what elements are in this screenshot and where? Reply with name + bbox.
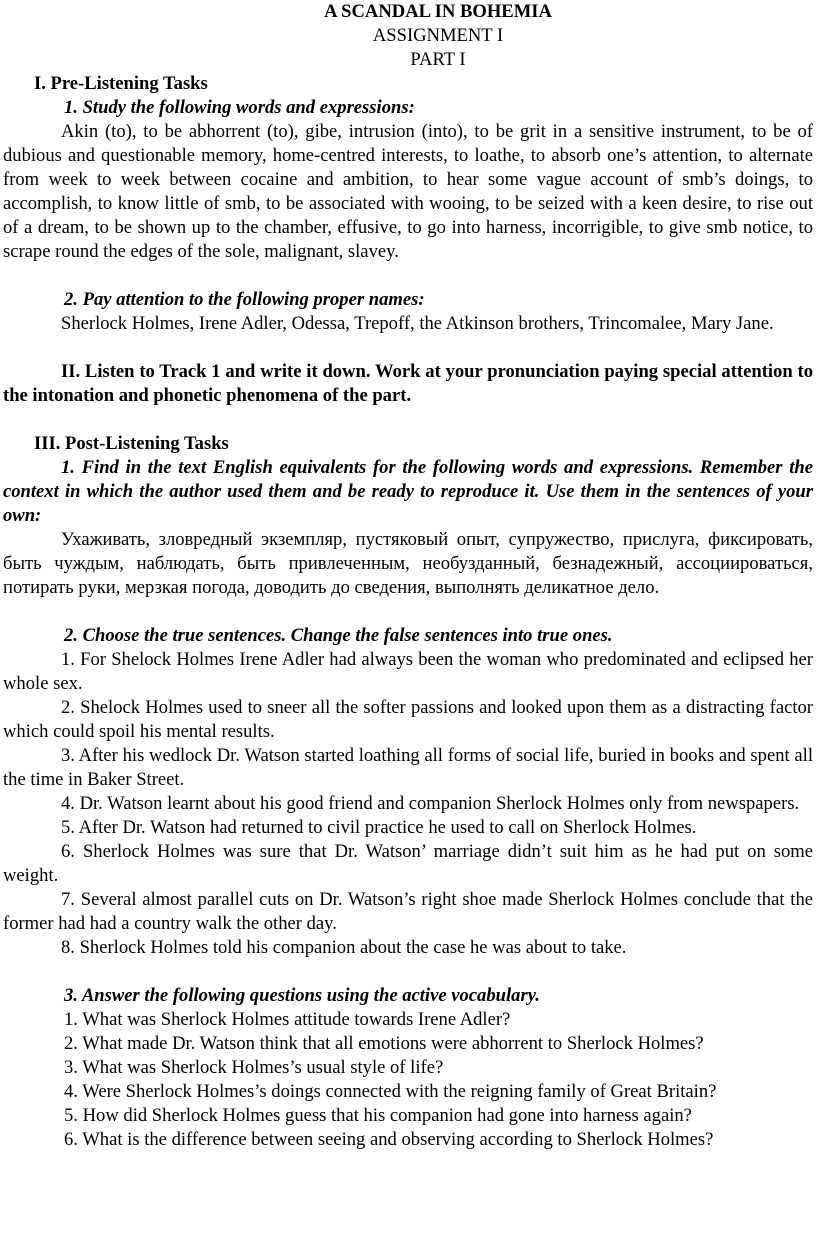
- pre-task1-title: 1. Study the following words and expressions:: [64, 97, 415, 118]
- listening-task: II. Listen to Track 1 and write it down. Work at your pronunciation paying special attention to the intonation and phonetic phenomena of the part.: [3, 361, 813, 406]
- spacer: [3, 264, 813, 288]
- list-item: 6. Sherlock Holmes was sure that Dr. Watson’ marriage didn’t suit him as he had put on some weight.: [3, 841, 813, 886]
- list-item: 7. Several almost parallel cuts on Dr. Watson’s right shoe made Sherlock Holmes conclude that the former had had a country walk the other day.: [3, 889, 813, 934]
- post-task2-title: 2. Choose the true sentences. Change the false sentences into true ones.: [64, 625, 613, 646]
- post-task1-title: 1. Find in the text English equivalents for the following words and expressions. Remember the context in which the author used them and be ready to reproduce it. Use them in the sentences of your own:: [3, 457, 813, 526]
- question-item: 2. What made Dr. Watson think that all emotions were abhorrent to Sherlock Holmes?: [64, 1033, 704, 1054]
- spacer: [3, 408, 813, 432]
- part-label: PART I: [410, 49, 466, 70]
- pre-task2-title: 2. Pay attention to the following proper names:: [64, 289, 425, 310]
- list-item: 2. Shelock Holmes used to sneer all the softer passions and looked upon them as a distracting factor which could spoil his mental results.: [3, 697, 813, 742]
- pre-task1-body: Akin (to), to be abhorrent (to), gibe, intrusion (into), to be grit in a sensitive instrument, to be of dubious and questionable memory, home-centred interests, to loathe, to absorb one’s attention, to alternate from week to week between cocaine and ambition, to hear some vague account of smb’s doings, to accomplish, to know little of smb, to be associated with wooing, to be seized with a keen desire, to rise out of a dream, to be shown up to the chamber, effusive, to go into harness, incorrigible, to give smb notice, to scrape round the edges of the sole, malignant, slavey.: [3, 121, 813, 262]
- list-item: 4. Dr. Watson learnt about his good friend and companion Sherlock Holmes only from newspapers.: [61, 793, 800, 814]
- assignment-label: ASSIGNMENT I: [372, 25, 504, 46]
- spacer: [3, 336, 813, 360]
- question-item: 1. What was Sherlock Holmes attitude towards Irene Adler?: [64, 1009, 511, 1030]
- pre-task2-body: Sherlock Holmes, Irene Adler, Odessa, Trepoff, the Atkinson brothers, Trincomalee, Mary Jane.: [61, 313, 774, 334]
- question-item: 3. What was Sherlock Holmes’s usual style of life?: [64, 1057, 444, 1078]
- post-listening-heading: III. Post-Listening Tasks: [34, 433, 229, 454]
- question-item: 5. How did Sherlock Holmes guess that his companion had gone into harness again?: [64, 1105, 692, 1126]
- pre-listening-heading: I. Pre-Listening Tasks: [34, 73, 208, 94]
- list-item: 3. After his wedlock Dr. Watson started loathing all forms of social life, buried in books and spent all the time in Baker Street.: [3, 745, 813, 790]
- question-item: 4. Were Sherlock Holmes’s doings connected with the reigning family of Great Britain?: [64, 1081, 717, 1102]
- list-item: 1. For Shelock Holmes Irene Adler had always been the woman who predominated and eclipsed her whole sex.: [3, 649, 813, 694]
- list-item: 8. Sherlock Holmes told his companion about the case he was about to take.: [61, 937, 627, 958]
- spacer: [3, 600, 813, 624]
- post-task1-body: Ухаживать, зловредный экземпляр, пустяковый опыт, супружество, прислуга, фиксировать, быть чуждым, наблюдать, быть привлеченным, необузданный, безнадежный, ассоциироваться, потирать руки, мерзкая погода, доводить до сведения, выполнять деликатное дело.: [3, 529, 813, 598]
- list-item: 5. After Dr. Watson had returned to civil practice he used to call on Sherlock Holmes.: [61, 817, 697, 838]
- spacer: [3, 960, 813, 984]
- question-item: 6. What is the difference between seeing and observing according to Sherlock Holmes?: [64, 1129, 714, 1150]
- post-task3-title: 3. Answer the following questions using the active vocabulary.: [64, 985, 540, 1006]
- document-title: A SCANDAL IN BOHEMIA: [324, 1, 552, 22]
